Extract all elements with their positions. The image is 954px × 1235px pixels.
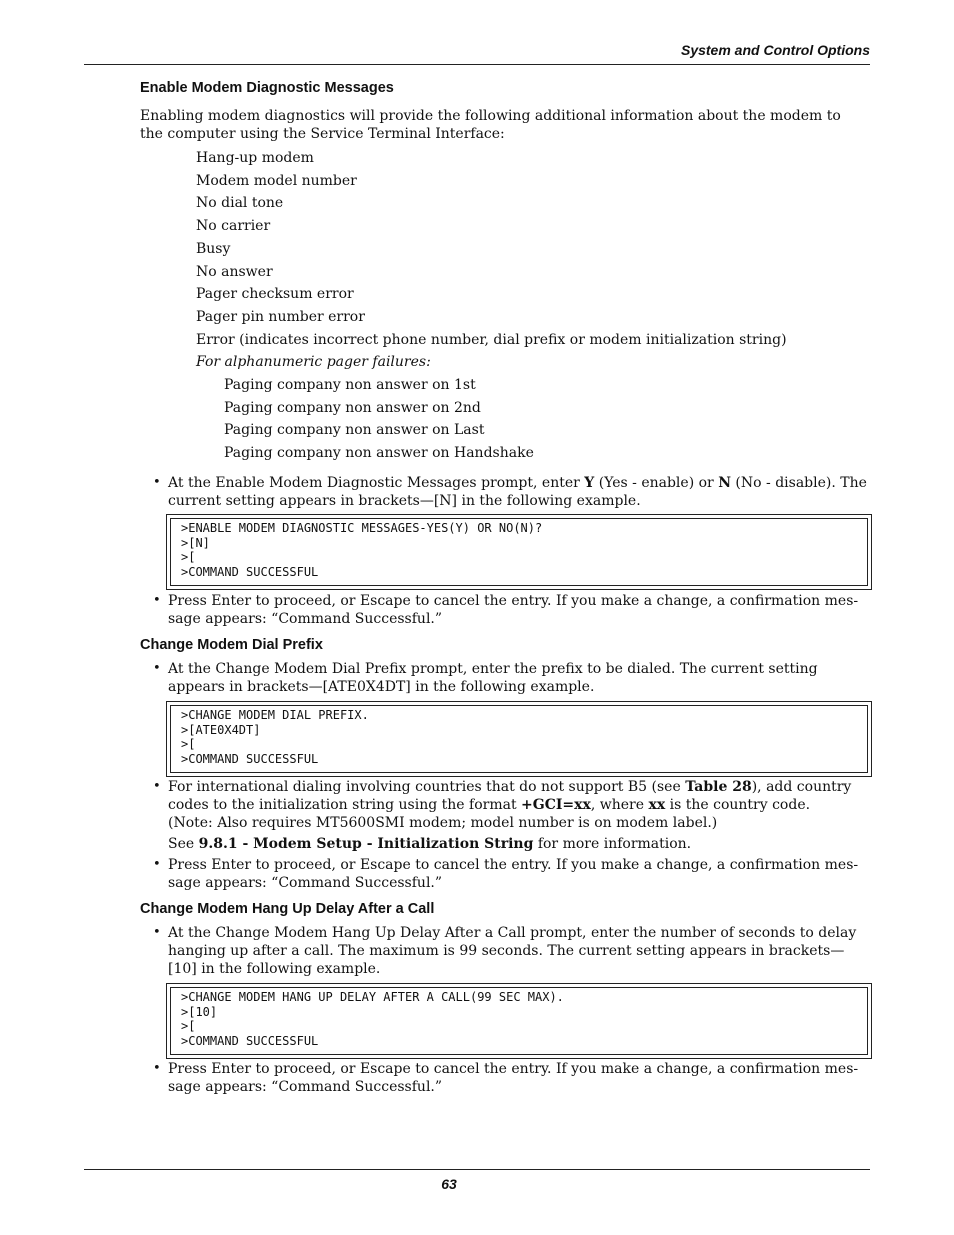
list-item: Hang-up modem [196,150,314,166]
bullet-press-enter: Press Enter to proceed, or Escape to cancel the entry. If you make a change, a confirmation mes- sage appears: “Command Successful.” [168,1061,859,1095]
running-header: System and Control Options [680,42,870,58]
table-reference: Table 28 [685,779,752,795]
bullet-press-enter: Press Enter to proceed, or Escape to cancel the entry. If you make a change, a confirmation mes- sage appears: “Command Successful.” [168,857,859,891]
list-item: Paging company non answer on 1st [224,377,476,393]
code-line: >ENABLE MODEM DIAGNOSTIC MESSAGES-YES(Y) OR NO(N)? [181,521,543,535]
code-example-diagnostic [166,514,872,590]
code-line: >[10] [181,1004,218,1019]
list-item: Pager pin number error [196,308,365,325]
code-line: >COMMAND SUCCESSFUL [181,1033,319,1048]
bullet-marker: • [153,1061,161,1076]
bullet-marker: • [153,925,161,940]
code-line: >[ATE0X4DT] [181,722,261,737]
code-example-hang-up-delay [166,983,872,1059]
section-heading-dial-prefix: Change Modem Dial Prefix [140,637,323,653]
list-item: No dial tone [196,195,284,212]
intro-paragraph [140,107,841,143]
list-item: No answer [196,263,273,280]
bullet-press-enter: Press Enter to proceed, or Escape to cancel the entry. If you make a change, a confirmation mes- sage appears: “Command Successful.” [168,593,859,627]
code-line: >COMMAND SUCCESSFUL [181,564,319,579]
list-item: Paging company non answer on Last [224,422,485,439]
code-example-dial-prefix [166,701,872,777]
code-line: >[ [181,1019,196,1034]
list-item: Pager checksum error [196,286,354,303]
bullet-dial-prefix-prompt: At the Change Modem Dial Prefix prompt, enter the prefix to be dialed. The current setting appears in brackets—[ATE0X4DT] in the following example. [168,661,818,695]
bullet-marker: • [153,661,161,676]
code-line: >[ [181,737,196,752]
bullet-enable-prompt: At the Enable Modem Diagnostic Messages prompt, enter Y (Yes - enable) or N (No - disable). The current setting appears in brackets—[N] in the following example. [168,475,867,509]
code-line: >CHANGE MODEM DIAL PREFIX. [181,708,369,722]
bullet-international-dialing: For international dialing involving countries that do not support B5 (see Table 28), add country codes to the initialization string using the format +GCI=xx, where xx is the country code. (Note: Also requires MT5600SMI modem; model number is on modem label.) [168,779,852,831]
footer-rule [84,1169,870,1170]
page-number: 63 [441,1176,457,1192]
alphanumeric-label: For alphanumeric pager failures: [196,354,431,371]
list-item: Error (indicates incorrect phone number, dial prefix or modem initialization string) [196,331,787,348]
intro-line-1: Enabling modem diagnostics will provide the following additional information about the modem to [140,108,841,124]
section-heading-diagnostic: Enable Modem Diagnostic Messages [140,80,394,96]
list-item: Paging company non answer on 2nd [224,399,481,416]
section-heading-hang-up-delay: Change Modem Hang Up Delay After a Call [140,901,435,917]
section-reference: 9.8.1 - Modem Setup - Initialization String [198,836,534,852]
code-line: >[N] [181,535,210,550]
bullet-marker: • [153,779,161,794]
code-line: >[ [181,550,196,565]
intro-line-2: the computer using the Service Terminal Interface: [140,126,505,142]
see-also-line: See 9.8.1 - Modem Setup - Initialization String for more information. [168,836,692,852]
list-item: Paging company non answer on Handshake [224,445,534,462]
code-line: >CHANGE MODEM HANG UP DELAY AFTER A CALL(99 SEC MAX). [181,990,564,1004]
bullet-marker: • [153,857,161,872]
header-rule [84,64,870,65]
bullet-marker: • [153,593,161,608]
list-item: Modem model number [196,172,357,189]
bullet-hang-up-prompt: At the Change Modem Hang Up Delay After a Call prompt, enter the number of seconds to delay hanging up after a call. The maximum is 99 seconds. The current setting appears in brackets— [10] in the following example. [168,925,857,977]
code-line: >COMMAND SUCCESSFUL [181,751,319,766]
bullet-marker: • [153,475,161,490]
list-item: Busy [196,240,231,257]
list-item: No carrier [196,218,271,235]
